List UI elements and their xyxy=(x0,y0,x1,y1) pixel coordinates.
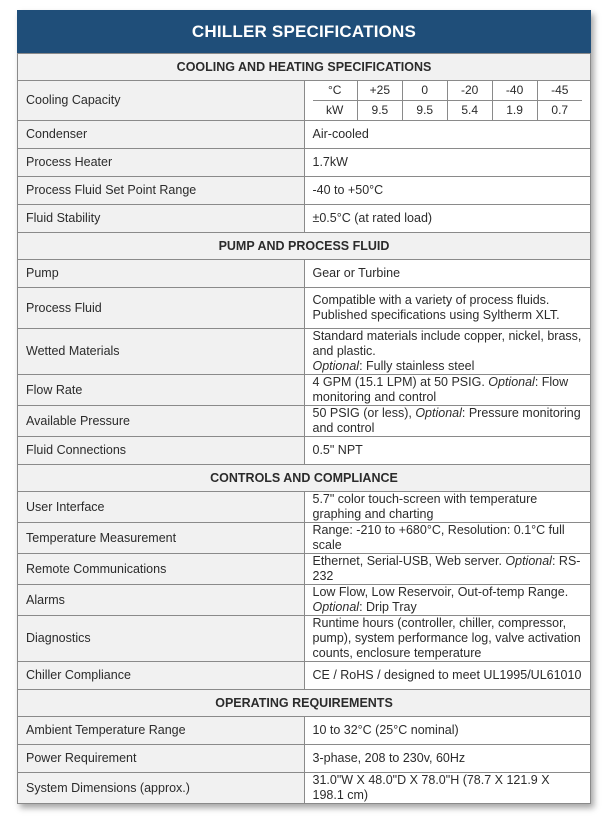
optional-text: : Flow monitoring and control xyxy=(312,375,569,404)
row-ambient-temperature xyxy=(18,717,591,745)
remote-communications-text: Ethernet, Serial-USB, Web server. xyxy=(312,554,506,568)
wetted-materials-value xyxy=(304,329,591,375)
section-operating xyxy=(18,690,591,717)
row-process-heater xyxy=(18,149,591,177)
fluid-connections-label: Fluid Connections xyxy=(18,437,305,465)
available-pressure-text: 50 PSIG (or less), xyxy=(312,406,416,420)
optional-text: : Drip Tray xyxy=(359,600,417,614)
section-pump-fluid xyxy=(18,233,591,260)
row-diagnostics xyxy=(18,616,591,662)
optional-tag: Optional xyxy=(415,406,462,420)
temp-unit: °C xyxy=(313,81,358,101)
row-remote-communications xyxy=(18,554,591,585)
spec-sheet xyxy=(17,10,591,804)
temperature-measurement-value: Range: -210 to +680°C, Resolution: 0.1°C full scale xyxy=(304,523,591,554)
capacity-power-row xyxy=(313,101,583,121)
row-power-requirement xyxy=(18,745,591,773)
row-fluid-connections xyxy=(18,437,591,465)
temp-value: +25 xyxy=(357,81,402,101)
section-controls xyxy=(18,465,591,492)
power-value: 9.5 xyxy=(402,101,447,121)
row-alarms xyxy=(18,585,591,616)
cooling-capacity-label: Cooling Capacity xyxy=(18,81,305,121)
temp-value: -45 xyxy=(537,81,582,101)
row-process-fluid xyxy=(18,288,591,329)
section-heading: OPERATING REQUIREMENTS xyxy=(18,690,591,717)
row-condenser xyxy=(18,121,591,149)
process-heater-label: Process Heater xyxy=(18,149,305,177)
user-interface-label: User Interface xyxy=(18,492,305,523)
section-cooling-heating xyxy=(18,54,591,81)
wetted-materials-label: Wetted Materials xyxy=(18,329,305,375)
optional-tag: Optional xyxy=(488,375,535,389)
row-user-interface xyxy=(18,492,591,523)
power-value: 9.5 xyxy=(357,101,402,121)
power-value: 1.9 xyxy=(492,101,537,121)
row-pump xyxy=(18,260,591,288)
row-flow-rate xyxy=(18,375,591,406)
flow-rate-value xyxy=(304,375,591,406)
optional-text: : Pressure monitoring and control xyxy=(312,406,581,435)
optional-tag: Optional xyxy=(505,554,552,568)
alarms-label: Alarms xyxy=(18,585,305,616)
row-temperature-measurement xyxy=(18,523,591,554)
condenser-label: Condenser xyxy=(18,121,305,149)
diagnostics-value: Runtime hours (controller, chiller, compressor, pump), system performance log, valve activation counts, enclosure temperature xyxy=(304,616,591,662)
optional-tag: Optional xyxy=(312,359,360,373)
flow-rate-text: 4 GPM (15.1 LPM) at 50 PSIG. xyxy=(312,375,489,389)
set-point-range-label: Process Fluid Set Point Range xyxy=(18,177,305,205)
cooling-capacity-grid xyxy=(304,81,591,121)
set-point-range-value: -40 to +50°C xyxy=(304,177,591,205)
spec-table xyxy=(17,53,591,804)
chiller-compliance-label: Chiller Compliance xyxy=(18,662,305,690)
fluid-connections-value: 0.5" NPT xyxy=(304,437,591,465)
page-title: CHILLER SPECIFICATIONS xyxy=(17,10,591,53)
process-heater-value: 1.7kW xyxy=(304,149,591,177)
temp-value: -40 xyxy=(492,81,537,101)
process-fluid-label: Process Fluid xyxy=(18,288,305,329)
alarms-text: Low Flow, Low Reservoir, Out-of-temp Range. xyxy=(312,585,569,599)
system-dimensions-label: System Dimensions (approx.) xyxy=(18,773,305,804)
section-heading: COOLING AND HEATING SPECIFICATIONS xyxy=(18,54,591,81)
row-chiller-compliance xyxy=(18,662,591,690)
temp-value: 0 xyxy=(402,81,447,101)
optional-text: : Fully stainless steel xyxy=(359,359,475,373)
flow-rate-label: Flow Rate xyxy=(18,375,305,406)
ambient-temperature-value: 10 to 32°C (25°C nominal) xyxy=(304,717,591,745)
pump-value: Gear or Turbine xyxy=(304,260,591,288)
wetted-materials-text: Standard materials include copper, nickel, brass, and plastic. xyxy=(312,329,582,358)
remote-communications-value xyxy=(304,554,591,585)
section-heading: PUMP AND PROCESS FLUID xyxy=(18,233,591,260)
process-fluid-value: Compatible with a variety of process fluids. Published specifications using Syltherm XLT. xyxy=(304,288,591,329)
optional-text: : RS-232 xyxy=(312,554,581,583)
temperature-measurement-label: Temperature Measurement xyxy=(18,523,305,554)
optional-tag: Optional xyxy=(312,600,360,614)
power-value: 5.4 xyxy=(447,101,492,121)
power-value: 0.7 xyxy=(537,101,582,121)
user-interface-value: 5.7" color touch-screen with temperature graphing and charting xyxy=(304,492,591,523)
row-available-pressure xyxy=(18,406,591,437)
row-set-point-range xyxy=(18,177,591,205)
row-wetted-materials xyxy=(18,329,591,375)
fluid-stability-value: ±0.5°C (at rated load) xyxy=(304,205,591,233)
row-system-dimensions xyxy=(18,773,591,804)
fluid-stability-label: Fluid Stability xyxy=(18,205,305,233)
condenser-value: Air-cooled xyxy=(304,121,591,149)
power-requirement-value: 3-phase, 208 to 230v, 60Hz xyxy=(304,745,591,773)
chiller-compliance-value: CE / RoHS / designed to meet UL1995/UL61010 xyxy=(304,662,591,690)
available-pressure-label: Available Pressure xyxy=(18,406,305,437)
available-pressure-value xyxy=(304,406,591,437)
section-heading: CONTROLS AND COMPLIANCE xyxy=(18,465,591,492)
temp-value: -20 xyxy=(447,81,492,101)
remote-communications-label: Remote Communications xyxy=(18,554,305,585)
power-requirement-label: Power Requirement xyxy=(18,745,305,773)
diagnostics-label: Diagnostics xyxy=(18,616,305,662)
row-cooling-capacity xyxy=(18,81,591,121)
ambient-temperature-label: Ambient Temperature Range xyxy=(18,717,305,745)
row-fluid-stability xyxy=(18,205,591,233)
system-dimensions-value: 31.0"W X 48.0"D X 78.0"H (78.7 X 121.9 X 198.1 cm) xyxy=(304,773,591,804)
pump-label: Pump xyxy=(18,260,305,288)
alarms-value xyxy=(304,585,591,616)
capacity-temp-row xyxy=(313,81,583,101)
power-unit: kW xyxy=(326,103,344,117)
